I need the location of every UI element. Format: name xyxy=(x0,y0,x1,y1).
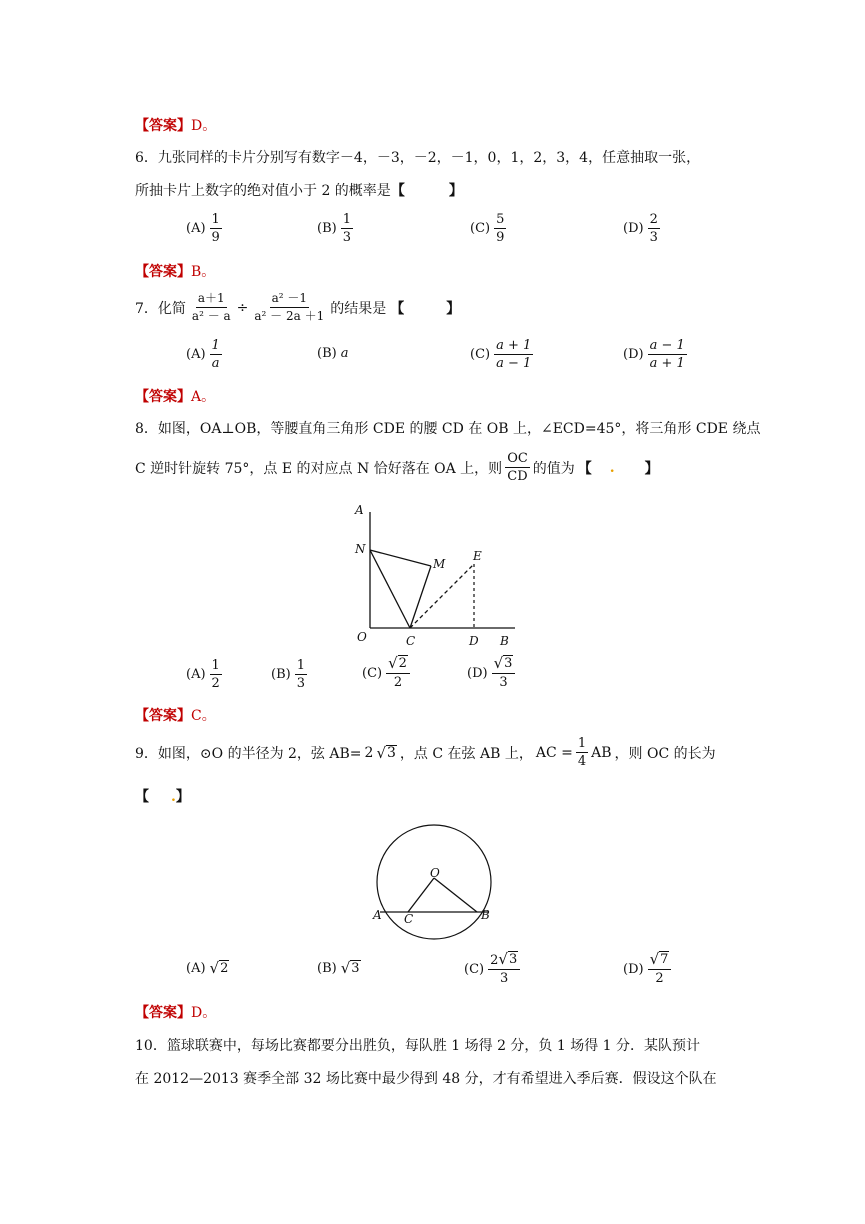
q7-option-c[interactable] xyxy=(470,337,533,372)
q9-text-c: ，则 OC 的长为 xyxy=(614,745,716,762)
segment-oc xyxy=(408,878,434,912)
radicand: 3 xyxy=(387,744,396,761)
numerator: a − 1 xyxy=(649,338,685,353)
numerator xyxy=(648,951,672,970)
circle-o xyxy=(377,825,491,939)
segment-nc xyxy=(370,550,410,628)
q8-line2-suffix: 的值为 xyxy=(532,460,575,477)
option-label: (B) xyxy=(271,667,291,682)
label-e: E xyxy=(473,549,482,563)
radicand: 7 xyxy=(660,952,669,967)
numerator: 1 xyxy=(342,212,351,227)
denominator: 2 xyxy=(393,675,403,690)
numerator xyxy=(492,655,516,674)
fraction xyxy=(341,211,353,246)
bracket-open: 【 xyxy=(390,183,405,199)
q7-prefix: 7．化简 xyxy=(135,300,186,317)
segment-mc xyxy=(410,566,431,628)
radicand: 3 xyxy=(351,961,360,976)
denominator: CD xyxy=(507,469,528,484)
q7-suffix: 的结果是 xyxy=(330,300,387,317)
option-label: (C) xyxy=(470,221,491,236)
mark-dot: . xyxy=(171,789,176,805)
sqrt: √ 2 xyxy=(388,654,407,672)
numerator xyxy=(488,951,520,970)
numerator: a + 1 xyxy=(496,338,532,353)
q9-text-b: ，点 C 在弦 AB 上， xyxy=(399,745,533,762)
answer-q7 xyxy=(135,386,215,406)
option-label: (A) xyxy=(186,347,206,362)
option-label: (B) xyxy=(317,346,337,361)
bracket-close: 】 xyxy=(446,300,461,317)
q6-line1: 6．九张同样的卡片分别写有数字－4，－3，－2，－1，0，1，2，3，4，任意抽取一张， xyxy=(135,150,701,166)
numerator xyxy=(386,655,410,674)
label-m: M xyxy=(433,557,446,571)
denominator: 2 xyxy=(211,676,220,691)
denominator: 3 xyxy=(342,230,351,245)
numerator: 2 xyxy=(649,212,658,227)
radicand: 3 xyxy=(508,952,518,967)
q6-option-a[interactable] xyxy=(186,211,222,246)
sqrt: √ 3 xyxy=(340,959,360,977)
ac-fraction xyxy=(576,735,588,770)
denominator: a − 1 xyxy=(496,356,532,371)
divide-sign: ÷ xyxy=(236,299,249,316)
numerator: 5 xyxy=(496,212,505,227)
q10-line1: 10．篮球联赛中，每场比赛都要分出胜负，每队胜 1 场得 2 分，负 1 场得 1 分．某队预计 xyxy=(135,1038,701,1054)
mark-dot: . xyxy=(609,459,615,476)
label-c: C xyxy=(404,912,414,926)
option-label: (C) xyxy=(362,665,383,681)
numerator: 1 xyxy=(211,212,220,227)
q8-figure xyxy=(345,500,525,650)
fraction xyxy=(648,211,660,246)
denominator: 3 xyxy=(649,230,658,245)
fraction xyxy=(210,657,222,692)
radicand: 2 xyxy=(398,656,407,671)
ab-coefficient: 2 xyxy=(364,744,374,761)
denominator: 4 xyxy=(577,754,587,769)
label-b: B xyxy=(481,908,490,922)
answer-label: 【答案】 xyxy=(135,389,191,405)
coefficient: 2 xyxy=(490,953,499,968)
numerator: a² －1 xyxy=(270,290,309,308)
sqrt: √ 3 xyxy=(498,950,518,968)
q9-option-d[interactable] xyxy=(623,951,671,987)
q8-option-a[interactable] xyxy=(186,657,222,692)
bracket-open: 【 xyxy=(135,789,149,805)
bracket-open: 【 xyxy=(390,300,405,317)
q7-question xyxy=(135,290,460,325)
label-a: A xyxy=(373,908,382,922)
segment-ce xyxy=(410,564,474,628)
denominator: 3 xyxy=(296,676,305,691)
label-a: A xyxy=(355,503,364,517)
option-label: (D) xyxy=(623,961,644,977)
radicand: 2 xyxy=(220,961,229,976)
segment-ob xyxy=(434,878,477,912)
bracket-close: 】 xyxy=(448,183,463,199)
q9-bracket xyxy=(135,786,190,806)
option-label: (B) xyxy=(317,960,337,976)
label-o: O xyxy=(430,866,440,880)
denominator: 3 xyxy=(499,675,508,690)
fraction xyxy=(648,337,687,372)
fraction xyxy=(494,337,533,372)
fraction xyxy=(494,211,506,246)
q6-line2 xyxy=(135,180,463,200)
sqrt: √ 2 xyxy=(209,959,229,977)
q7-fraction-1 xyxy=(190,290,233,325)
option-label: (A) xyxy=(186,667,206,682)
label-d: D xyxy=(469,634,479,648)
label-n: N xyxy=(355,542,366,556)
answer-value: B。 xyxy=(191,264,216,280)
answer-label: 【答案】 xyxy=(135,118,191,134)
q8-line2-text: C 逆时针旋转 75°，点 E 的对应点 N 恰好落在 OA 上，则 xyxy=(135,460,503,477)
q6-option-c[interactable] xyxy=(470,211,506,246)
numerator: 1 xyxy=(211,338,220,353)
fraction xyxy=(386,655,410,691)
numerator: 1 xyxy=(211,658,220,673)
q9-figure xyxy=(365,822,505,944)
numerator: a＋1 xyxy=(196,290,227,308)
q8-line2 xyxy=(135,450,659,485)
denominator: 2 xyxy=(655,971,664,986)
q7-option-b[interactable] xyxy=(317,346,348,361)
q8-option-d[interactable] xyxy=(467,655,515,691)
label-c: C xyxy=(406,634,416,648)
option-label: (B) xyxy=(317,221,337,236)
sqrt: √ 3 xyxy=(376,743,396,762)
q9-option-a[interactable] xyxy=(186,960,229,976)
fraction xyxy=(648,951,672,987)
denominator: a + 1 xyxy=(649,356,685,371)
q7-fraction-2 xyxy=(252,290,326,325)
q6-option-b[interactable] xyxy=(317,211,353,246)
q7-option-d[interactable] xyxy=(623,337,687,372)
answer-value: A。 xyxy=(191,389,216,405)
denominator: 9 xyxy=(211,230,220,245)
q8-option-c[interactable] xyxy=(362,655,410,691)
denominator: 9 xyxy=(496,230,505,245)
label-b: B xyxy=(500,634,509,648)
numerator: OC xyxy=(507,451,528,466)
fraction xyxy=(210,337,222,372)
denominator: a² － 2a ＋1 xyxy=(254,309,325,323)
answer-q9 xyxy=(135,1002,216,1022)
sqrt: √ 7 xyxy=(649,950,669,968)
answer-label: 【答案】 xyxy=(135,1005,191,1021)
segment-nm xyxy=(370,550,431,566)
q8-line1: 8．如图，OA⊥OB，等腰直角三角形 CDE 的腰 CD 在 OB 上，∠ECD=45°，将三角形 CDE 绕点 xyxy=(135,421,761,437)
q9-option-b[interactable] xyxy=(317,960,361,976)
q8-fraction xyxy=(505,450,530,485)
fraction xyxy=(295,657,307,692)
answer-q8 xyxy=(135,705,216,725)
q7-option-a[interactable] xyxy=(186,337,222,372)
q8-option-b[interactable] xyxy=(271,657,307,692)
answer-value: D。 xyxy=(191,1005,217,1021)
option-label: (A) xyxy=(186,960,206,976)
q10-line2: 在 2012—2013 赛季全部 32 场比赛中最少得到 48 分，才有希望进入季后赛．假设这个队在 xyxy=(135,1071,717,1087)
bracket-open: 【 xyxy=(577,460,592,477)
ac-tail: AB xyxy=(591,744,612,761)
answer-label: 【答案】 xyxy=(135,264,191,280)
answer-label: 【答案】 xyxy=(135,708,191,724)
q6-line2-text: 所抽卡片上数字的绝对值小于 2 的概率是 xyxy=(135,183,391,199)
numerator: 1 xyxy=(296,658,305,673)
sqrt: √ 3 xyxy=(493,654,513,672)
bracket-close: 】 xyxy=(175,789,190,805)
ac-text: AC = xyxy=(535,744,573,761)
q6-option-d[interactable] xyxy=(623,211,660,246)
radicand: 3 xyxy=(504,656,513,671)
answer-q5 xyxy=(135,115,216,135)
denominator: a xyxy=(211,356,220,371)
label-o: O xyxy=(357,630,367,644)
option-label: (D) xyxy=(623,221,644,236)
fraction xyxy=(488,951,520,987)
numerator: 1 xyxy=(577,736,587,751)
q9-line1 xyxy=(135,735,716,770)
answer-value: C。 xyxy=(191,708,216,724)
bracket-close: 】 xyxy=(644,460,659,477)
option-label: (C) xyxy=(470,347,491,362)
fraction xyxy=(492,655,516,691)
option-label: (D) xyxy=(467,665,488,681)
answer-value: D。 xyxy=(191,118,217,134)
option-value: a xyxy=(340,346,349,361)
fraction xyxy=(210,211,222,246)
option-label: (D) xyxy=(623,347,644,362)
option-label: (C) xyxy=(464,961,485,977)
denominator: a² － a xyxy=(191,309,231,323)
q9-text-a: 9．如图，⊙O 的半径为 2，弦 AB= xyxy=(135,745,362,762)
answer-q6 xyxy=(135,261,215,281)
q9-option-c[interactable] xyxy=(464,951,520,987)
denominator: 3 xyxy=(500,971,509,986)
option-label: (A) xyxy=(186,221,206,236)
